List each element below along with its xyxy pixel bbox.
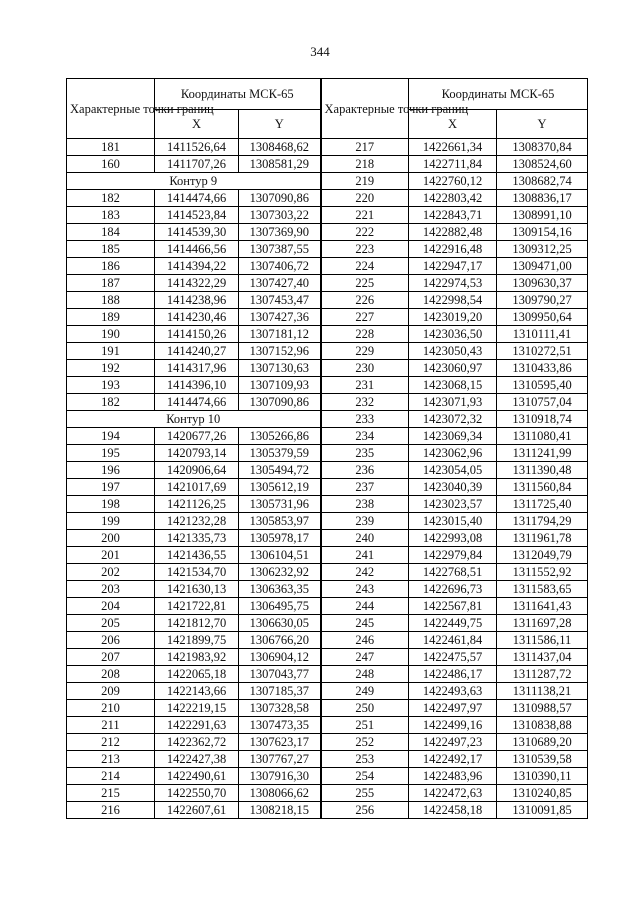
coord-x-right: 1422947,17 <box>409 258 497 275</box>
point-number-right: 239 <box>321 513 409 530</box>
point-number-right: 233 <box>321 411 409 428</box>
coord-x-right: 1423054,05 <box>409 462 497 479</box>
page-number: 344 <box>310 44 330 59</box>
coord-y-right: 1310757,04 <box>497 394 588 411</box>
point-number-left: 195 <box>67 445 155 462</box>
coord-x-right: 1422492,17 <box>409 751 497 768</box>
point-number-left: 191 <box>67 343 155 360</box>
coord-x-left: 1422427,38 <box>155 751 239 768</box>
coord-y-left: 1306495,75 <box>239 598 321 615</box>
coord-y-left: 1307453,47 <box>239 292 321 309</box>
table-row <box>67 768 588 785</box>
coord-y-left: 1305978,17 <box>239 530 321 547</box>
point-number-left: 190 <box>67 326 155 343</box>
point-number-right: 243 <box>321 581 409 598</box>
coord-x-right: 1423060,97 <box>409 360 497 377</box>
coord-y-left: 1308218,15 <box>239 802 321 819</box>
point-number-left: 160 <box>67 156 155 173</box>
coord-x-left: 1414230,46 <box>155 309 239 326</box>
coord-y-left: 1305266,86 <box>239 428 321 445</box>
coord-x-left: 1421534,70 <box>155 564 239 581</box>
table-row <box>67 377 588 394</box>
coord-y-right: 1309471,00 <box>497 258 588 275</box>
coord-y-left: 1306104,51 <box>239 547 321 564</box>
coord-y-right: 1311697,28 <box>497 615 588 632</box>
point-number-right: 224 <box>321 258 409 275</box>
point-number-left: 181 <box>67 139 155 156</box>
point-number-left: 194 <box>67 428 155 445</box>
table-row <box>67 326 588 343</box>
coord-x-left: 1421335,73 <box>155 530 239 547</box>
table-row <box>67 428 588 445</box>
point-number-right: 253 <box>321 751 409 768</box>
point-number-right: 228 <box>321 326 409 343</box>
coord-x-left: 1414474,66 <box>155 190 239 207</box>
header-y-left: Y <box>239 110 321 139</box>
coord-y-right: 1308524,60 <box>497 156 588 173</box>
table-row <box>67 343 588 360</box>
coord-x-right: 1422449,75 <box>409 615 497 632</box>
coord-y-left: 1305731,96 <box>239 496 321 513</box>
point-number-left: 207 <box>67 649 155 666</box>
coord-x-left: 1414238,96 <box>155 292 239 309</box>
coord-x-right: 1422661,34 <box>409 139 497 156</box>
coord-y-right: 1311560,84 <box>497 479 588 496</box>
point-number-right: 221 <box>321 207 409 224</box>
coord-x-right: 1422803,42 <box>409 190 497 207</box>
coord-y-left: 1307090,86 <box>239 394 321 411</box>
point-number-right: 255 <box>321 785 409 802</box>
point-number-left: 196 <box>67 462 155 479</box>
coord-y-right: 1308370,84 <box>497 139 588 156</box>
table-row <box>67 360 588 377</box>
coord-y-right: 1309154,16 <box>497 224 588 241</box>
coord-y-left: 1307043,77 <box>239 666 321 683</box>
point-number-right: 218 <box>321 156 409 173</box>
point-number-right: 229 <box>321 343 409 360</box>
table-row <box>67 615 588 632</box>
point-number-right: 251 <box>321 717 409 734</box>
point-number-right: 241 <box>321 547 409 564</box>
coord-x-right: 1422493,63 <box>409 683 497 700</box>
coord-y-right: 1311583,65 <box>497 581 588 598</box>
coord-y-left: 1307427,36 <box>239 309 321 326</box>
point-number-right: 244 <box>321 598 409 615</box>
point-number-left: 182 <box>67 190 155 207</box>
coord-x-left: 1422607,61 <box>155 802 239 819</box>
coord-y-left: 1307181,12 <box>239 326 321 343</box>
coord-y-right: 1310595,40 <box>497 377 588 394</box>
table-row <box>67 309 588 326</box>
coord-y-right: 1309790,27 <box>497 292 588 309</box>
point-number-left: 186 <box>67 258 155 275</box>
coord-x-right: 1422882,48 <box>409 224 497 241</box>
point-number-left: 208 <box>67 666 155 683</box>
coord-x-left: 1422143,66 <box>155 683 239 700</box>
coord-y-left: 1307369,90 <box>239 224 321 241</box>
point-number-left: 197 <box>67 479 155 496</box>
point-number-left: 183 <box>67 207 155 224</box>
point-number-right: 232 <box>321 394 409 411</box>
table-row <box>67 530 588 547</box>
coord-y-right: 1310689,20 <box>497 734 588 751</box>
coord-x-left: 1421812,70 <box>155 615 239 632</box>
table-row <box>67 156 588 173</box>
point-number-right: 227 <box>321 309 409 326</box>
point-number-right: 226 <box>321 292 409 309</box>
coord-y-left: 1307303,22 <box>239 207 321 224</box>
point-number-right: 238 <box>321 496 409 513</box>
point-number-left: 210 <box>67 700 155 717</box>
coord-y-right: 1310838,88 <box>497 717 588 734</box>
coord-x-right: 1423036,50 <box>409 326 497 343</box>
coord-y-left: 1306766,20 <box>239 632 321 649</box>
coord-y-left: 1307406,72 <box>239 258 321 275</box>
table-row <box>67 445 588 462</box>
coord-x-right: 1422696,73 <box>409 581 497 598</box>
point-number-left: 200 <box>67 530 155 547</box>
coord-y-left: 1307090,86 <box>239 190 321 207</box>
coord-y-right: 1310240,85 <box>497 785 588 802</box>
coord-y-left: 1308581,29 <box>239 156 321 173</box>
coord-x-left: 1421232,28 <box>155 513 239 530</box>
coord-x-right: 1422760,12 <box>409 173 497 190</box>
table-row <box>67 717 588 734</box>
coord-y-left: 1307130,63 <box>239 360 321 377</box>
coord-x-left: 1422219,15 <box>155 700 239 717</box>
table-row <box>67 683 588 700</box>
table-row <box>67 190 588 207</box>
coord-y-left: 1306363,35 <box>239 581 321 598</box>
point-number-left: 199 <box>67 513 155 530</box>
coord-y-left: 1307473,35 <box>239 717 321 734</box>
coord-y-right: 1310091,85 <box>497 802 588 819</box>
table-row <box>67 292 588 309</box>
point-number-left: 185 <box>67 241 155 258</box>
coord-y-right: 1310111,41 <box>497 326 588 343</box>
point-number-right: 254 <box>321 768 409 785</box>
coord-x-left: 1420906,64 <box>155 462 239 479</box>
coord-x-left: 1414150,26 <box>155 326 239 343</box>
coord-x-right: 1422843,71 <box>409 207 497 224</box>
table-row <box>67 394 588 411</box>
coord-y-right: 1311287,72 <box>497 666 588 683</box>
table-row <box>67 462 588 479</box>
coord-y-left: 1307767,27 <box>239 751 321 768</box>
table-row <box>67 513 588 530</box>
coord-y-right: 1308991,10 <box>497 207 588 224</box>
coord-y-right: 1311437,04 <box>497 649 588 666</box>
point-number-left: 216 <box>67 802 155 819</box>
coord-x-right: 1423019,20 <box>409 309 497 326</box>
coord-y-right: 1311080,41 <box>497 428 588 445</box>
coord-x-right: 1423068,15 <box>409 377 497 394</box>
coord-y-left: 1305494,72 <box>239 462 321 479</box>
coord-x-left: 1414322,29 <box>155 275 239 292</box>
coord-x-right: 1422916,48 <box>409 241 497 258</box>
coord-y-right: 1311961,78 <box>497 530 588 547</box>
coord-y-left: 1305853,97 <box>239 513 321 530</box>
coord-x-right: 1422998,54 <box>409 292 497 309</box>
table-row <box>67 258 588 275</box>
point-number-right: 237 <box>321 479 409 496</box>
coord-y-right: 1308836,17 <box>497 190 588 207</box>
table-row <box>67 496 588 513</box>
header-x-right: X <box>409 110 497 139</box>
coord-x-right: 1423050,43 <box>409 343 497 360</box>
point-number-right: 249 <box>321 683 409 700</box>
table-row <box>67 207 588 224</box>
coord-y-right: 1309630,37 <box>497 275 588 292</box>
coord-x-right: 1422497,97 <box>409 700 497 717</box>
header-point-left: Характерные точки границ <box>67 79 155 139</box>
coord-y-right: 1311138,21 <box>497 683 588 700</box>
point-number-right: 246 <box>321 632 409 649</box>
table-row <box>67 564 588 581</box>
coord-x-right: 1422974,53 <box>409 275 497 292</box>
coord-x-right: 1422499,16 <box>409 717 497 734</box>
coord-x-left: 1414474,66 <box>155 394 239 411</box>
coord-x-left: 1421983,92 <box>155 649 239 666</box>
coord-x-left: 1414394,22 <box>155 258 239 275</box>
point-number-left: 204 <box>67 598 155 615</box>
coord-x-left: 1420793,14 <box>155 445 239 462</box>
point-number-left: 187 <box>67 275 155 292</box>
point-number-left: 209 <box>67 683 155 700</box>
coordinates-table <box>66 78 588 819</box>
point-number-left: 192 <box>67 360 155 377</box>
coord-x-left: 1411707,26 <box>155 156 239 173</box>
coord-x-left: 1414240,27 <box>155 343 239 360</box>
table-row <box>67 411 588 428</box>
point-number-left: 189 <box>67 309 155 326</box>
coord-x-left: 1414396,10 <box>155 377 239 394</box>
coord-y-left: 1305379,59 <box>239 445 321 462</box>
point-number-right: 250 <box>321 700 409 717</box>
point-number-right: 242 <box>321 564 409 581</box>
coord-x-left: 1414539,30 <box>155 224 239 241</box>
coord-x-left: 1422362,72 <box>155 734 239 751</box>
coord-y-right: 1311725,40 <box>497 496 588 513</box>
coord-y-right: 1311241,99 <box>497 445 588 462</box>
header-coords-left: Координаты МСК-65 <box>155 79 321 110</box>
point-number-left: 201 <box>67 547 155 564</box>
point-number-left: 193 <box>67 377 155 394</box>
contour-label: Контур 9 <box>67 173 321 190</box>
header-x-left: X <box>155 110 239 139</box>
coord-y-left: 1307916,30 <box>239 768 321 785</box>
point-number-right: 225 <box>321 275 409 292</box>
table-row <box>67 173 588 190</box>
coord-y-right: 1312049,79 <box>497 547 588 564</box>
coord-y-left: 1307427,40 <box>239 275 321 292</box>
coord-x-left: 1421126,25 <box>155 496 239 513</box>
coord-y-left: 1306904,12 <box>239 649 321 666</box>
point-number-left: 212 <box>67 734 155 751</box>
coord-y-left: 1308468,62 <box>239 139 321 156</box>
point-number-left: 214 <box>67 768 155 785</box>
coord-x-left: 1422291,63 <box>155 717 239 734</box>
table-row <box>67 275 588 292</box>
coord-y-left: 1307185,37 <box>239 683 321 700</box>
table-row <box>67 139 588 156</box>
coord-x-left: 1421017,69 <box>155 479 239 496</box>
point-number-left: 202 <box>67 564 155 581</box>
coord-x-right: 1422472,63 <box>409 785 497 802</box>
table-row <box>67 598 588 615</box>
header-y-right: Y <box>497 110 588 139</box>
table-row <box>67 734 588 751</box>
point-number-right: 247 <box>321 649 409 666</box>
coord-x-right: 1422711,84 <box>409 156 497 173</box>
coord-x-right: 1423040,39 <box>409 479 497 496</box>
coord-x-right: 1422993,08 <box>409 530 497 547</box>
point-number-left: 203 <box>67 581 155 598</box>
coord-y-right: 1311641,43 <box>497 598 588 615</box>
header-coords-right: Координаты МСК-65 <box>409 79 588 110</box>
coord-x-right: 1423015,40 <box>409 513 497 530</box>
coord-x-left: 1422490,61 <box>155 768 239 785</box>
table-row <box>67 581 588 598</box>
coord-y-right: 1310433,86 <box>497 360 588 377</box>
table-row <box>67 632 588 649</box>
coord-y-right: 1310390,11 <box>497 768 588 785</box>
table-row <box>67 547 588 564</box>
point-number-left: 215 <box>67 785 155 802</box>
coord-x-left: 1421899,75 <box>155 632 239 649</box>
point-number-right: 235 <box>321 445 409 462</box>
point-number-right: 240 <box>321 530 409 547</box>
point-number-right: 234 <box>321 428 409 445</box>
coord-x-right: 1423023,57 <box>409 496 497 513</box>
coord-x-right: 1423072,32 <box>409 411 497 428</box>
point-number-left: 188 <box>67 292 155 309</box>
coord-x-right: 1422768,51 <box>409 564 497 581</box>
contour-label: Контур 10 <box>67 411 321 428</box>
coord-x-right: 1422483,96 <box>409 768 497 785</box>
table-row <box>67 224 588 241</box>
coord-y-left: 1306630,05 <box>239 615 321 632</box>
point-number-right: 252 <box>321 734 409 751</box>
coord-x-left: 1421436,55 <box>155 547 239 564</box>
coord-y-right: 1311552,92 <box>497 564 588 581</box>
coord-y-right: 1310539,58 <box>497 751 588 768</box>
coord-y-right: 1308682,74 <box>497 173 588 190</box>
table-row <box>67 802 588 819</box>
coord-x-left: 1414466,56 <box>155 241 239 258</box>
coord-y-right: 1311586,11 <box>497 632 588 649</box>
table-row <box>67 649 588 666</box>
coord-x-right: 1422461,84 <box>409 632 497 649</box>
point-number-left: 206 <box>67 632 155 649</box>
coord-x-left: 1420677,26 <box>155 428 239 445</box>
point-number-right: 219 <box>321 173 409 190</box>
coord-x-right: 1422458,18 <box>409 802 497 819</box>
coord-y-left: 1307387,55 <box>239 241 321 258</box>
point-number-left: 205 <box>67 615 155 632</box>
coord-x-right: 1422567,81 <box>409 598 497 615</box>
point-number-right: 230 <box>321 360 409 377</box>
point-number-right: 223 <box>321 241 409 258</box>
coord-y-right: 1310988,57 <box>497 700 588 717</box>
point-number-right: 217 <box>321 139 409 156</box>
point-number-left: 198 <box>67 496 155 513</box>
table-row <box>67 241 588 258</box>
coord-x-left: 1422065,18 <box>155 666 239 683</box>
coord-x-right: 1422979,84 <box>409 547 497 564</box>
point-number-right: 248 <box>321 666 409 683</box>
coord-y-left: 1307623,17 <box>239 734 321 751</box>
table-row <box>67 785 588 802</box>
coord-x-right: 1423071,93 <box>409 394 497 411</box>
coord-x-left: 1414317,96 <box>155 360 239 377</box>
point-number-left: 213 <box>67 751 155 768</box>
coord-x-left: 1414523,84 <box>155 207 239 224</box>
coord-x-left: 1421722,81 <box>155 598 239 615</box>
coord-y-left: 1307109,93 <box>239 377 321 394</box>
table-row <box>67 666 588 683</box>
point-number-right: 222 <box>321 224 409 241</box>
coord-y-right: 1311390,48 <box>497 462 588 479</box>
coord-y-right: 1311794,29 <box>497 513 588 530</box>
coord-x-right: 1423062,96 <box>409 445 497 462</box>
coord-x-left: 1422550,70 <box>155 785 239 802</box>
coord-y-right: 1310918,74 <box>497 411 588 428</box>
point-number-left: 182 <box>67 394 155 411</box>
coord-x-left: 1411526,64 <box>155 139 239 156</box>
point-number-right: 220 <box>321 190 409 207</box>
coord-y-right: 1309312,25 <box>497 241 588 258</box>
coord-y-right: 1309950,64 <box>497 309 588 326</box>
point-number-right: 231 <box>321 377 409 394</box>
coord-x-right: 1422475,57 <box>409 649 497 666</box>
coord-x-right: 1423069,34 <box>409 428 497 445</box>
coord-y-left: 1308066,62 <box>239 785 321 802</box>
table-body <box>67 139 588 819</box>
coord-y-right: 1310272,51 <box>497 343 588 360</box>
table-row <box>67 700 588 717</box>
header-point-right: Характерные точки границ <box>321 79 409 139</box>
table-row <box>67 751 588 768</box>
point-number-left: 184 <box>67 224 155 241</box>
coord-x-right: 1422486,17 <box>409 666 497 683</box>
coord-y-left: 1307328,58 <box>239 700 321 717</box>
coord-y-left: 1305612,19 <box>239 479 321 496</box>
coord-x-right: 1422497,23 <box>409 734 497 751</box>
coord-y-left: 1307152,96 <box>239 343 321 360</box>
point-number-right: 245 <box>321 615 409 632</box>
coord-y-left: 1306232,92 <box>239 564 321 581</box>
coord-x-left: 1421630,13 <box>155 581 239 598</box>
table-row <box>67 479 588 496</box>
point-number-left: 211 <box>67 717 155 734</box>
point-number-right: 236 <box>321 462 409 479</box>
point-number-right: 256 <box>321 802 409 819</box>
